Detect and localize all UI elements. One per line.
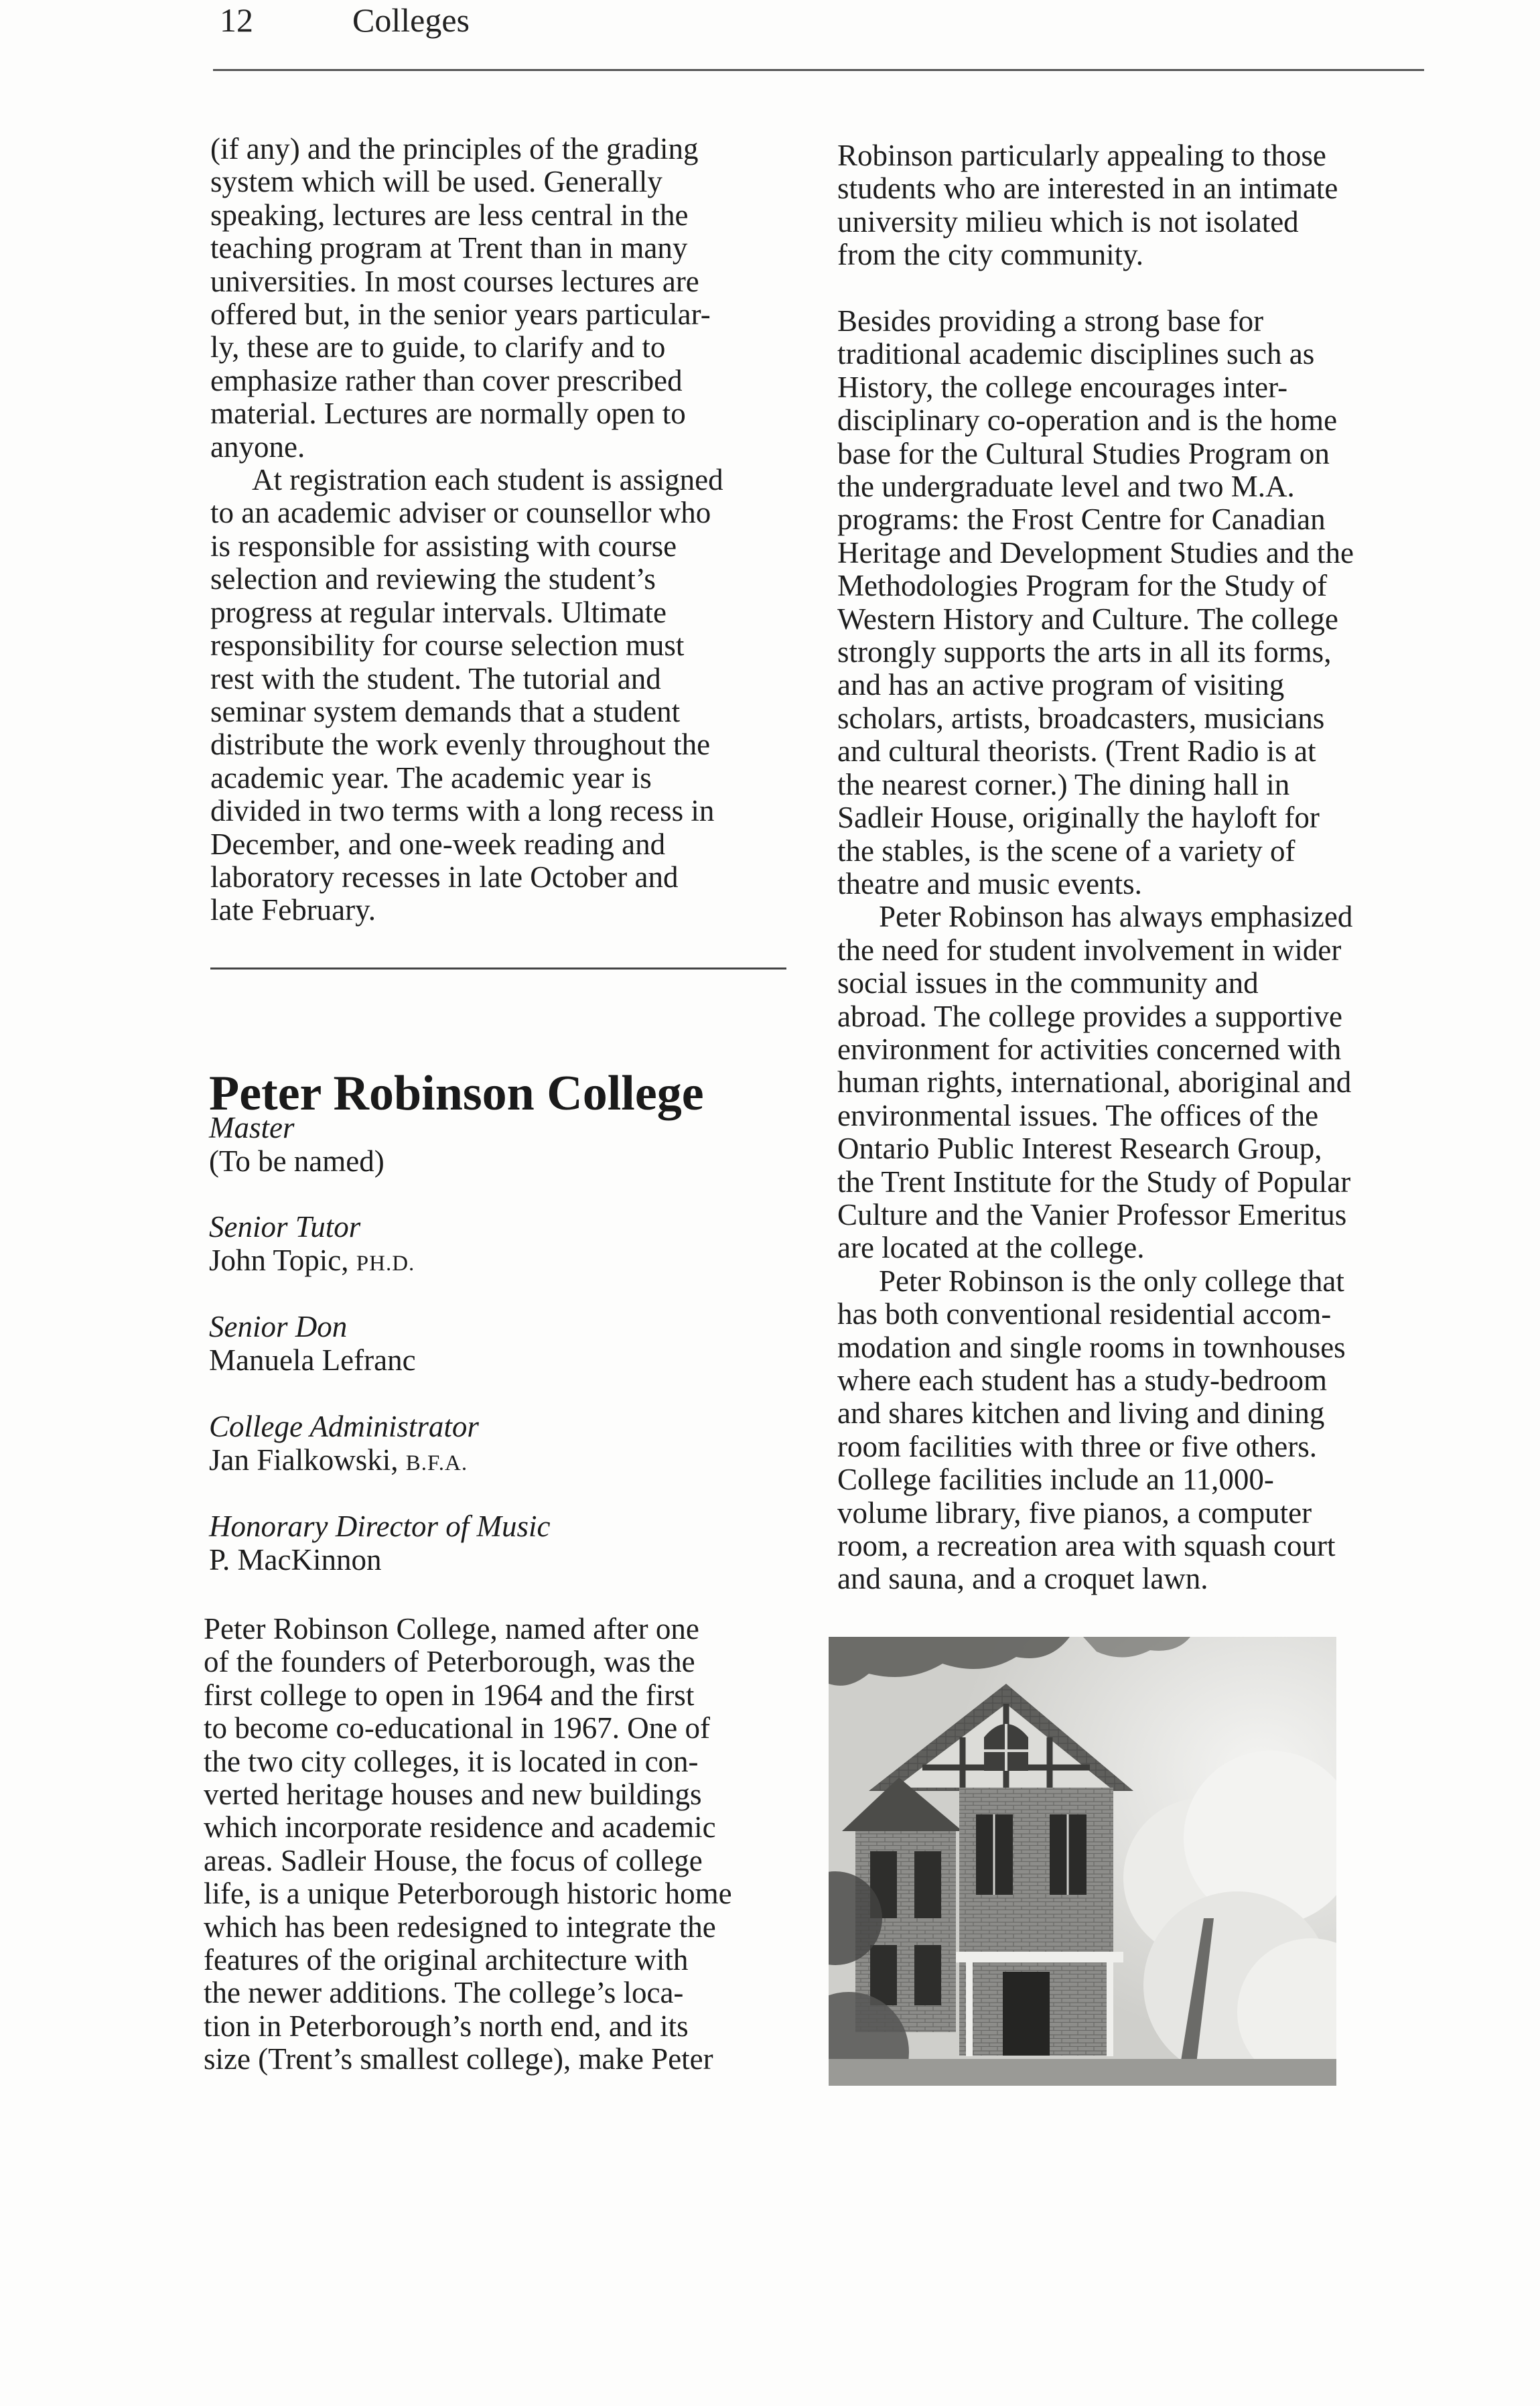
text-line: areas. Sadleir House, the focus of college [204, 1843, 703, 1877]
text-line: the Trent Institute for the Study of Popular [837, 1164, 1351, 1199]
text-line: room facilities with three or five others. [837, 1429, 1318, 1463]
text-line: where each student has a study-bedroom [837, 1363, 1328, 1397]
text-line: emphasize rather than cover prescribed [210, 363, 683, 397]
text-line: academic year. The academic year is [210, 760, 652, 795]
college-title: Peter Robinson College [209, 1065, 704, 1121]
text-line: ly, these are to guide, to clarify and to [210, 330, 666, 364]
text-line: the newer additions. The college’s loca- [204, 1976, 684, 2010]
text-line: seminar system demands that a student [210, 694, 681, 728]
intro-paragraphs [210, 133, 786, 927]
text-line: modation and single rooms in townhouses [837, 1330, 1346, 1364]
section-divider [210, 967, 786, 970]
page-number: 12 [220, 1, 253, 39]
text-line: disciplinary co-operation and is the home [837, 403, 1338, 438]
text-line: Heritage and Development Studies and the [837, 535, 1354, 570]
text-line: Peter Robinson is the only college that [879, 1264, 1344, 1298]
text-line: students who are interested in an intimate [837, 172, 1338, 206]
text-line: verted heritage houses and new buildings [204, 1778, 702, 1812]
text-line: system which will be used. Generally [210, 165, 662, 199]
text-line: Peter Robinson College, named after one [204, 1612, 699, 1646]
text-line: and shares kitchen and living and dining [837, 1396, 1325, 1430]
text-line: offered but, in the senior years particular- [210, 297, 711, 332]
text-line: and sauna, and a croquet lawn. [837, 1562, 1208, 1596]
text-line: December, and one-week reading and [210, 827, 666, 861]
text-line: selection and reviewing the student’s [210, 562, 656, 596]
header-rule [213, 69, 1424, 71]
staff-degree: PH.D. [356, 1252, 415, 1276]
text-line: universities. In most courses lectures are [210, 264, 699, 298]
text-line: (if any) and the principles of the grading [210, 132, 699, 165]
college-description [204, 1613, 786, 2076]
text-line: College facilities include an 11,000- [837, 1463, 1274, 1497]
staff-entry-senior-don [209, 1310, 785, 1377]
text-line: Robinson particularly appealing to those [837, 139, 1326, 172]
running-head [220, 0, 1425, 40]
text-line: size (Trent’s smallest college), make Peter [204, 2042, 713, 2076]
staff-entry-administrator [209, 1410, 785, 1480]
text-line: tion in Peterborough’s north end, and its [204, 2009, 689, 2043]
text-line: environment for activities concerned with [837, 1032, 1342, 1066]
text-line: features of the original architecture with [204, 1943, 689, 1977]
text-line: which has been redesigned to integrate the [204, 1910, 716, 1944]
staff-role: Honorary Director of Music [209, 1510, 551, 1543]
text-line: laboratory recesses in late October and [210, 860, 679, 894]
staff-name: (To be named) [209, 1144, 384, 1178]
text-line: progress at regular intervals. Ultimate [210, 595, 667, 629]
text-line: is responsible for assisting with course [210, 529, 677, 563]
text-line: to an academic adviser or counsellor who [210, 496, 711, 530]
text-line: theatre and music events. [837, 866, 1142, 900]
text-line: anyone. [210, 429, 305, 464]
staff-name: John Topic, PH.D. [209, 1244, 415, 1277]
text-line: Peter Robinson has always emphasized [879, 900, 1353, 934]
text-line: volume library, five pianos, a computer [837, 1495, 1312, 1530]
staff-role: Senior Tutor [209, 1210, 361, 1244]
text-line: Besides providing a strong base for [837, 304, 1264, 338]
text-line: the stables, is the scene of a variety of [837, 833, 1296, 868]
text-line: room, a recreation area with squash court [837, 1529, 1336, 1563]
staff-entry-senior-tutor [209, 1210, 785, 1280]
text-line: programs: the Frost Centre for Canadian [837, 503, 1326, 537]
text-line: Methodologies Program for the Study of [837, 569, 1328, 603]
text-line: environmental issues. The offices of the [837, 1098, 1319, 1132]
text-line: late February. [210, 893, 376, 927]
right-paragraphs [837, 305, 1427, 1596]
text-line: base for the Cultural Studies Program on [837, 436, 1330, 470]
staff-name: Manuela Lefranc [209, 1343, 416, 1377]
text-line: human rights, international, aboriginal and [837, 1065, 1352, 1099]
staff-role: College Administrator [209, 1410, 479, 1443]
staff-degree: B.F.A. [405, 1451, 468, 1475]
text-line: traditional academic disciplines such as [837, 337, 1315, 371]
text-line: has both conventional residential accom- [837, 1297, 1332, 1331]
text-line: Sadleir House, originally the hayloft for [837, 801, 1320, 835]
text-line: distribute the work evenly throughout the [210, 728, 711, 762]
text-line: the undergraduate level and two M.A. [837, 470, 1295, 504]
text-line: are located at the college. [837, 1231, 1145, 1265]
text-line: speaking, lectures are less central in the [210, 198, 689, 232]
text-line: to become co-educational in 1967. One of [204, 1711, 710, 1745]
text-line: History, the college encourages inter- [837, 370, 1288, 404]
text-line: life, is a unique Peterborough historic home [204, 1877, 732, 1911]
text-line: At registration each student is assigned [252, 463, 723, 497]
section-title: Colleges [352, 1, 470, 39]
staff-name: Jan Fialkowski, B.F.A. [209, 1443, 468, 1477]
text-line: abroad. The college provides a supportive [837, 999, 1342, 1033]
right-paragraph-1 [837, 139, 1427, 272]
house-photo [829, 1637, 1336, 2086]
text-line: and has an active program of visiting [837, 668, 1285, 702]
text-line: Ontario Public Interest Research Group, [837, 1132, 1322, 1166]
text-line: rest with the student. The tutorial and [210, 661, 661, 695]
text-line: which incorporate residence and academic [204, 1810, 716, 1845]
text-line: first college to open in 1964 and the first [204, 1678, 695, 1712]
staff-entry-music-director [209, 1510, 785, 1577]
text-line: Western History and Culture. The college [837, 602, 1338, 636]
text-line: the need for student involvement in wider [837, 933, 1342, 967]
staff-role: Senior Don [209, 1310, 348, 1343]
text-line: the nearest corner.) The dining hall in [837, 767, 1290, 801]
text-line: strongly supports the arts in all its forms, [837, 635, 1332, 669]
text-line: the two city colleges, it is located in con- [204, 1744, 699, 1778]
text-line: divided in two terms with a long recess in [210, 794, 715, 828]
text-line: responsibility for course selection must [210, 628, 685, 663]
text-line: of the founders of Peterborough, was the [204, 1645, 695, 1679]
text-line: from the city community. [837, 238, 1143, 272]
text-line: social issues in the community and [837, 966, 1259, 1000]
staff-name: P. MacKinnon [209, 1543, 382, 1577]
text-line: teaching program at Trent than in many [210, 231, 688, 265]
staff-entry-master [209, 1111, 785, 1178]
text-line: scholars, artists, broadcasters, musicians [837, 701, 1325, 735]
text-line: material. Lectures are normally open to [210, 397, 686, 431]
staff-role: Master [209, 1111, 295, 1144]
text-line: Culture and the Vanier Professor Emeritus [837, 1197, 1347, 1231]
text-line: and cultural theorists. (Trent Radio is at [837, 734, 1316, 768]
text-line: university milieu which is not isolated [837, 204, 1299, 239]
